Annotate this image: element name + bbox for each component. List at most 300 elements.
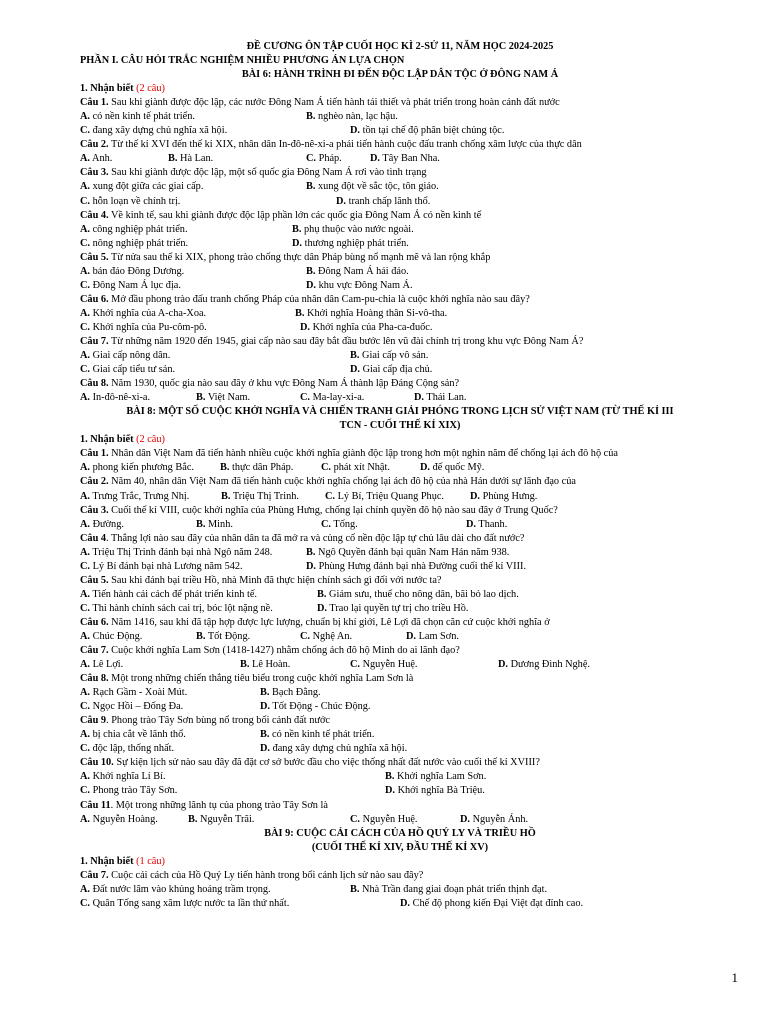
answer-text: Lý Bí, Triệu Quang Phục. <box>335 490 444 502</box>
answer-option-c <box>80 602 273 616</box>
answer-letter: B. <box>220 462 230 474</box>
question-stem <box>80 869 720 883</box>
answer-letter: D. <box>400 897 411 909</box>
page-number: 1 <box>731 970 738 985</box>
answer-option-a <box>80 883 271 897</box>
lesson-6-level: 1. Nhận biết (2 câu) <box>80 83 165 95</box>
answer-option-a <box>80 770 166 784</box>
answer-option-c <box>80 700 183 714</box>
question-number: Câu 11 <box>80 799 111 811</box>
answer-text: Bạch Đằng. <box>269 687 321 699</box>
answer-text: có nền kinh tế phát triển. <box>90 111 195 123</box>
answer-letter: A. <box>80 181 91 193</box>
lesson-6-title: BÀI 6: HÀNH TRÌNH ĐI ĐẾN ĐỘC LẬP DÂN TỘC Ở ĐÔNG NAM Á <box>241 69 559 81</box>
question-number: Câu 3. <box>80 504 109 516</box>
answer-option-b <box>350 883 547 897</box>
lesson-8-title-line2: TCN - CUỐI THẾ KỈ XIX) <box>339 420 461 432</box>
options-row <box>80 124 720 138</box>
answer-letter: D. <box>350 364 361 376</box>
answer-option-d <box>420 461 484 475</box>
answer-option-c <box>350 813 418 827</box>
answer-letter: A. <box>80 813 91 825</box>
answer-option-d <box>317 602 468 616</box>
answer-text: Ngô Quyền đánh bại quân Nam Hán năm 938. <box>315 546 510 558</box>
answer-option-c <box>80 237 188 251</box>
answer-text: khu vực Đông Nam Á. <box>316 279 413 291</box>
answer-text: Chúc Động. <box>90 630 143 642</box>
answer-option-a <box>80 813 158 827</box>
answer-text: Pháp. <box>316 153 342 165</box>
question-stem <box>80 335 720 349</box>
question-number: Câu 2. <box>80 139 109 151</box>
answer-text: Lê Lợi. <box>90 659 124 671</box>
answer-letter: A. <box>80 223 91 235</box>
options-row <box>80 700 720 714</box>
answer-letter: A. <box>80 265 91 277</box>
answer-letter: B. <box>350 883 360 895</box>
answer-letter: A. <box>80 771 91 783</box>
question-number: Câu 1. <box>80 97 109 109</box>
answer-text: Khởi nghĩa của A-cha-Xoa. <box>90 307 207 319</box>
answer-letter: B. <box>306 546 316 558</box>
answer-letter: B. <box>240 659 250 671</box>
answer-text: độc lập, thống nhất. <box>90 743 175 755</box>
answer-letter: C. <box>300 392 311 404</box>
question-number: Câu 7. <box>80 335 109 347</box>
question-stem <box>80 644 720 658</box>
question-text: Sau khi giành được độc lập, một số quốc gia Đông Nam Á rơi vào tình trạng <box>108 167 427 179</box>
answer-text: Nhà Trần đang giai đoạn phát triển thịnh đạt. <box>359 883 548 895</box>
answer-letter: A. <box>80 630 91 642</box>
question-text: . Phong trào Tây Sơn bùng nổ trong bối cảnh đất nước <box>106 715 330 727</box>
answer-text: Thanh. <box>476 518 508 530</box>
answer-letter: B. <box>221 490 231 502</box>
answer-option-a <box>80 307 206 321</box>
options-row <box>80 883 720 897</box>
answer-text: Trao lại quyền tự trị cho triều Hồ. <box>327 602 469 614</box>
answer-option-d <box>306 279 413 293</box>
options-row <box>80 195 720 209</box>
question-number: Câu 8. <box>80 378 109 390</box>
answer-letter: D. <box>292 237 303 249</box>
question-stem <box>80 504 720 518</box>
answer-option-c <box>80 321 207 335</box>
answer-text: Trưng Trắc, Trưng Nhị. <box>90 490 190 502</box>
answer-letter: A. <box>80 687 91 699</box>
answer-letter: B. <box>306 111 316 123</box>
answer-letter: D. <box>300 321 311 333</box>
answer-option-d <box>466 518 507 532</box>
options-row <box>80 897 720 911</box>
answer-option-d <box>385 784 485 798</box>
question-stem <box>80 138 720 152</box>
options-row <box>80 490 720 504</box>
answer-letter: C. <box>321 462 332 474</box>
options-row <box>80 686 720 700</box>
answer-text: bán đảo Đông Dương. <box>90 265 185 277</box>
options-row <box>80 223 720 237</box>
answer-text: Đông Nam Á hải đảo. <box>315 265 409 277</box>
answer-option-d <box>470 490 537 504</box>
answer-option-b <box>295 307 447 321</box>
answer-option-c <box>80 195 180 209</box>
answer-text: Lý Bí đánh bại nhà Lương năm 542. <box>90 560 243 572</box>
answer-option-d <box>406 630 459 644</box>
answer-letter: A. <box>80 659 91 671</box>
options-row <box>80 546 720 560</box>
question-text: Năm 1930, quốc gia nào sau đây ở khu vực Đông Nam Á thành lập Đảng Cộng sản? <box>108 378 460 390</box>
document-page <box>80 40 720 911</box>
answer-option-a <box>80 180 203 194</box>
question-number: Câu 7. <box>80 645 109 657</box>
question-text: Năm 40, nhân dân Việt Nam đã tiến hành cuộc khởi nghĩa chống lại ách đô hộ của nhà Hán dưới sự lãnh đạo của <box>108 476 576 488</box>
answer-option-b <box>196 518 233 532</box>
answer-letter: A. <box>80 729 91 741</box>
answer-option-b <box>306 546 509 560</box>
answer-option-c <box>300 630 352 644</box>
answer-option-a <box>80 152 112 166</box>
question-text: Sau khi giành được độc lập, các nước Đông Nam Á tiến hành tái thiết và phát triển trong hoàn cảnh đất nước <box>108 97 560 109</box>
options-row <box>80 349 720 363</box>
answer-text: Phong trào Tây Sơn. <box>90 785 178 797</box>
answer-option-b <box>385 770 486 784</box>
answer-text: đang xây dựng chủ nghĩa xã hội. <box>270 743 408 755</box>
answer-letter: A. <box>80 883 91 895</box>
answer-text: Đông Nam Á lục địa. <box>90 279 181 291</box>
answer-text: Khởi nghĩa Lam Sơn. <box>394 771 487 783</box>
question-number: Câu 1. <box>80 448 109 460</box>
options-row <box>80 560 720 574</box>
answer-option-a <box>80 391 150 405</box>
lesson-9-title: BÀI 9: CUỘC CẢI CÁCH CỦA HỒ QUÝ LY VÀ TRIỀU HỒ <box>264 827 536 839</box>
answer-text: Tốt Động. <box>205 630 251 642</box>
question-stem <box>80 96 720 110</box>
answer-letter: B. <box>350 350 360 362</box>
answer-option-b <box>196 391 250 405</box>
answer-letter: A. <box>80 111 91 123</box>
answer-option-c <box>80 897 289 911</box>
answer-letter: C. <box>80 237 91 249</box>
answer-option-a <box>80 461 194 475</box>
question-number: Câu 3. <box>80 167 109 179</box>
answer-letter: D. <box>336 195 347 207</box>
answer-option-d <box>260 700 371 714</box>
answer-text: phụ thuộc vào nước ngoài. <box>301 223 414 235</box>
lesson-9-questions <box>80 869 720 911</box>
answer-option-b <box>292 223 414 237</box>
answer-option-c <box>80 363 175 377</box>
answer-option-d <box>350 124 504 138</box>
answer-option-d <box>300 321 432 335</box>
answer-text: Triệu Thị Trinh đánh bại nhà Ngô năm 248. <box>90 546 273 558</box>
answer-text: Anh. <box>90 153 113 165</box>
answer-letter: D. <box>466 518 477 530</box>
answer-letter: C. <box>80 560 91 572</box>
answer-letter: D. <box>406 630 417 642</box>
answer-letter: D. <box>370 153 381 165</box>
question-number: Câu 8. <box>80 673 109 685</box>
answer-option-a <box>80 686 187 700</box>
question-stem <box>80 672 720 686</box>
question-stem <box>80 447 720 461</box>
answer-option-b <box>220 461 293 475</box>
question-number: Câu 6. <box>80 616 109 628</box>
answer-option-c <box>350 658 418 672</box>
answer-letter: C. <box>80 279 91 291</box>
question-stem <box>80 574 720 588</box>
question-text: Sau khi đánh bại triều Hồ, nhà Minh đã thực hiện chính sách gì đối với nước ta? <box>108 574 442 586</box>
answer-letter: A. <box>80 350 91 362</box>
answer-option-b <box>306 265 409 279</box>
question-text: . Thắng lợi nào sau đây của nhân dân ta đã mở ra và củng cố nền độc lập tự chủ lâu dài cho đất nước? <box>106 532 525 544</box>
answer-option-c <box>321 518 358 532</box>
question-text: Về kinh tế, sau khi giành được độc lập phần lớn các quốc gia Đông Nam Á có nền kinh tế <box>108 209 482 221</box>
answer-option-d <box>400 897 583 911</box>
answer-text: Giai cấp nông dân. <box>90 350 171 362</box>
answer-text: Khởi nghĩa của Pha-ca-đuốc. <box>310 321 433 333</box>
answer-letter: D. <box>350 125 361 137</box>
answer-option-a <box>80 110 195 124</box>
question-number: Câu 6. <box>80 293 109 305</box>
answer-option-b <box>221 490 299 504</box>
answer-text: Rạch Gầm - Xoài Mút. <box>90 687 188 699</box>
answer-option-b <box>350 349 428 363</box>
answer-text: Việt Nam. <box>205 392 251 404</box>
answer-option-d <box>370 152 440 166</box>
options-row <box>80 784 720 798</box>
answer-text: công nghiệp phát triển. <box>90 223 188 235</box>
answer-text: thương nghiệp phát triển. <box>302 237 409 249</box>
answer-letter: C. <box>80 602 91 614</box>
question-text: Từ những năm 1920 đến 1945, giai cấp nào sau đây bắt đầu bước lên vũ đài chính trị trong khu vực Đông Nam Á? <box>108 335 584 347</box>
answer-text: Minh. <box>205 518 233 530</box>
answer-text: Đất nước lâm vào khủng hoảng trầm trọng. <box>90 883 271 895</box>
answer-text: xung đột giữa các giai cấp. <box>90 181 204 193</box>
answer-letter: C. <box>80 125 91 137</box>
lesson-9-title-line2: (CUỐI THẾ KỈ XIV, ĐẦU THẾ KỈ XV) <box>311 841 489 853</box>
answer-option-d <box>260 742 407 756</box>
answer-text: bị chia cắt về lãnh thổ. <box>90 729 186 741</box>
question-number: Câu 5. <box>80 574 109 586</box>
answer-text: tồn tại chế độ phân biệt chủng tộc. <box>360 125 505 137</box>
answer-text: Phùng Hưng. <box>480 490 538 502</box>
answer-option-b <box>306 110 398 124</box>
answer-text: Ma-lay-xi-a. <box>310 392 365 404</box>
answer-letter: C. <box>80 364 91 376</box>
answer-text: Khởi nghĩa Bà Triệu. <box>395 785 485 797</box>
question-stem <box>80 714 720 728</box>
options-row <box>80 321 720 335</box>
answer-option-c <box>80 742 174 756</box>
answer-letter: C. <box>350 659 361 671</box>
options-row <box>80 152 720 166</box>
answer-letter: D. <box>306 279 317 291</box>
answer-option-a <box>80 546 272 560</box>
answer-letter: D. <box>470 490 481 502</box>
options-row <box>80 588 720 602</box>
answer-letter: B. <box>306 265 316 277</box>
options-row <box>80 518 720 532</box>
answer-letter: B. <box>168 153 178 165</box>
answer-text: Dương Đình Nghệ. <box>508 659 590 671</box>
answer-letter: D. <box>385 785 396 797</box>
answer-option-d <box>292 237 409 251</box>
answer-letter: D. <box>420 462 431 474</box>
answer-letter: B. <box>196 392 206 404</box>
options-row <box>80 630 720 644</box>
answer-text: Khởi nghĩa Hoàng thân Si-vô-tha. <box>304 307 448 319</box>
question-stem <box>80 166 720 180</box>
answer-letter: D. <box>498 659 509 671</box>
part-heading: PHẦN I. CÂU HỎI TRẮC NGHIỆM NHIỀU PHƯƠNG ÁN LỰA CHỌN <box>80 55 405 67</box>
answer-letter: D. <box>414 392 425 404</box>
lesson-8-level: 1. Nhận biết (2 câu) <box>80 434 165 446</box>
answer-text: Tống. <box>331 518 358 530</box>
question-text: Mở đầu phong trào đấu tranh chống Pháp của nhân dân Cam-pu-chia là cuộc khởi nghĩa nào sau đây? <box>108 293 530 305</box>
answer-option-c <box>300 391 364 405</box>
lesson-8-title: BÀI 8: MỘT SỐ CUỘC KHỞI NGHĨA VÀ CHIẾN TRANH GIẢI PHÓNG TRONG LỊCH SỬ VIỆT NAM (TỪ THẾ KỈ III <box>126 406 674 418</box>
question-stem <box>80 616 720 630</box>
answer-text: Nguyễn Huệ. <box>360 813 418 825</box>
answer-text: xung đột về sắc tộc, tôn giáo. <box>315 181 439 193</box>
answer-letter: C. <box>80 701 91 713</box>
question-text: . Một trong những lãnh tụ của phong trào Tây Sơn là <box>110 799 328 811</box>
answer-option-b <box>317 588 519 602</box>
options-row <box>80 279 720 293</box>
options-row <box>80 742 720 756</box>
answer-text: Khởi nghĩa của Pu-côm-pô. <box>90 321 207 333</box>
answer-text: Nguyễn Trãi. <box>197 813 255 825</box>
answer-letter: D. <box>306 560 317 572</box>
answer-letter: B. <box>188 813 198 825</box>
options-row <box>80 363 720 377</box>
question-text: Cuối thế kỉ VIII, cuộc khởi nghĩa của Phùng Hưng, chống lại chính quyền đô hộ nào sau đây ở Trung Quốc? <box>108 504 558 516</box>
answer-letter: A. <box>80 153 91 165</box>
answer-text: Lê Hoàn. <box>249 659 291 671</box>
answer-text: Tiến hành cải cách để phát triển kinh tế. <box>90 588 258 600</box>
answer-letter: A. <box>80 588 91 600</box>
answer-option-d <box>306 560 526 574</box>
answer-letter: C. <box>80 897 91 909</box>
lesson-8-questions <box>80 447 720 826</box>
answer-text: đế quốc Mỹ. <box>430 462 485 474</box>
answer-option-a <box>80 630 142 644</box>
answer-text: Thi hành chính sách cai trị, bóc lột nặng nề. <box>90 602 273 614</box>
answer-option-a <box>80 518 124 532</box>
answer-text: Giai cấp tiểu tư sản. <box>90 364 176 376</box>
answer-text: In-đô-nê-xi-a. <box>90 392 151 404</box>
answer-text: Đường. <box>90 518 124 530</box>
answer-option-c <box>80 124 227 138</box>
answer-option-d <box>414 391 466 405</box>
answer-text: Hà Lan. <box>177 153 214 165</box>
answer-option-c <box>306 152 342 166</box>
question-text: Năm 1416, sau khi đã tập hợp được lực lượng, chuẩn bị khí giới, Lê Lợi đã chọn căn cứ cuộc khởi nghĩa ở <box>108 616 550 628</box>
lesson-6-questions <box>80 96 720 405</box>
answer-text: Quân Tống sang xâm lược nước ta lần thứ nhất. <box>90 897 290 909</box>
answer-text: Triệu Thị Trinh. <box>230 490 299 502</box>
answer-letter: A. <box>80 392 91 404</box>
answer-text: Thái Lan. <box>424 392 467 404</box>
question-stem <box>80 377 720 391</box>
answer-option-b <box>188 813 254 827</box>
answer-option-a <box>80 658 123 672</box>
answer-option-d <box>350 363 432 377</box>
question-number: Câu 7. <box>80 869 109 881</box>
answer-option-a <box>80 223 188 237</box>
options-row <box>80 180 720 194</box>
answer-text: Nguyễn Ánh. <box>470 813 529 825</box>
question-text: Nhân dân Việt Nam đã tiến hành nhiều cuộc khởi nghĩa giành độc lập trong hơn một nghìn năm để chống lại ách đô hộ của <box>108 448 618 460</box>
answer-text: đang xây dựng chủ nghĩa xã hội. <box>90 125 228 137</box>
answer-letter: D. <box>260 701 271 713</box>
answer-option-a <box>80 728 186 742</box>
answer-text: Nguyễn Hoàng. <box>90 813 158 825</box>
answer-letter: C. <box>80 743 91 755</box>
answer-text: phong kiến phương Bắc. <box>90 462 194 474</box>
answer-letter: B. <box>317 588 327 600</box>
options-row <box>80 770 720 784</box>
answer-letter: C. <box>80 195 91 207</box>
answer-text: hỗn loạn về chính trị. <box>90 195 181 207</box>
answer-letter: C. <box>350 813 361 825</box>
answer-text: Nghệ An. <box>310 630 353 642</box>
answer-letter: C. <box>300 630 311 642</box>
question-stem <box>80 293 720 307</box>
question-text: Cuộc cải cách của Hồ Quý Ly tiến hành trong bối cảnh lịch sử nào sau đây? <box>108 869 424 881</box>
answer-option-a <box>80 349 170 363</box>
answer-text: tranh chấp lãnh thổ. <box>346 195 431 207</box>
question-stem <box>80 209 720 223</box>
question-number: Câu 10. <box>80 757 114 769</box>
answer-text: thực dân Pháp. <box>229 462 294 474</box>
question-stem <box>80 251 720 265</box>
question-text: Một trong những chiến thắng tiêu biểu trong cuộc khởi nghĩa Lam Sơn là <box>108 673 414 685</box>
options-row <box>80 461 720 475</box>
answer-letter: B. <box>306 181 316 193</box>
question-stem <box>80 532 720 546</box>
answer-letter: B. <box>196 518 206 530</box>
answer-text: Ngọc Hồi – Đống Đa. <box>90 701 184 713</box>
answer-option-b <box>306 180 439 194</box>
answer-option-a <box>80 588 257 602</box>
options-row <box>80 110 720 124</box>
question-number: Câu 5. <box>80 251 109 263</box>
options-row <box>80 813 720 827</box>
options-row <box>80 391 720 405</box>
answer-letter: A. <box>80 546 91 558</box>
answer-text: Tốt Động - Chúc Động. <box>270 701 371 713</box>
answer-option-b <box>260 686 321 700</box>
answer-option-d <box>498 658 590 672</box>
answer-letter: C. <box>80 321 91 333</box>
answer-text: Giai cấp địa chủ. <box>360 364 433 376</box>
answer-letter: C. <box>306 153 317 165</box>
answer-text: Nguyễn Huệ. <box>360 659 418 671</box>
question-text: Sự kiện lịch sử nào sau đây đã đặt cơ sở bước đầu cho việc thống nhất đất nước vào cuối thế kỉ XVIII? <box>113 757 540 769</box>
answer-letter: A. <box>80 490 91 502</box>
answer-text: Phùng Hưng đánh bại nhà Đường cuối thế kỉ VIII. <box>316 560 527 572</box>
answer-option-d <box>336 195 430 209</box>
lesson-9-level: 1. Nhận biết (1 câu) <box>80 855 165 867</box>
answer-option-a <box>80 265 184 279</box>
question-stem <box>80 756 720 770</box>
question-stem <box>80 475 720 489</box>
answer-text: Lam Sơn. <box>416 630 459 642</box>
answer-text: Chế độ phong kiến Đại Việt đạt đỉnh cao. <box>410 897 584 909</box>
options-row <box>80 728 720 742</box>
answer-letter: B. <box>196 630 206 642</box>
